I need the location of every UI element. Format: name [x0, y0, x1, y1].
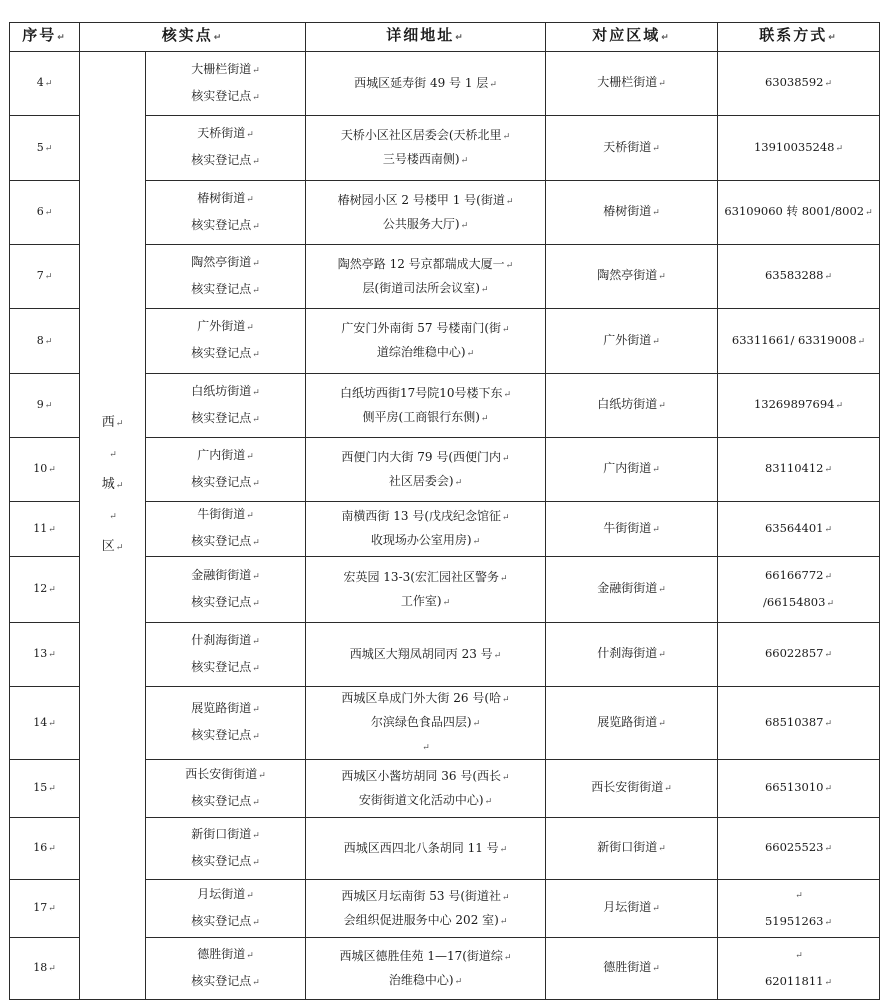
- cell-line: 白纸坊街道: [191, 383, 252, 398]
- address-cell: 西城区延寿街 49 号 1 层↵: [306, 52, 546, 116]
- header-seq: 序号↵: [10, 23, 80, 52]
- cell-line: 63038592: [764, 75, 824, 89]
- verification-point: 德胜街道↵ 核实登记点↵: [146, 938, 306, 1000]
- address-cell: 西城区西四北八条胡同 11 号↵: [306, 818, 546, 880]
- row-number: 13↵: [10, 623, 80, 687]
- cell-line: 西城区阜成门外大街 26 号(哈: [341, 691, 502, 705]
- cell-line: 天桥街道: [197, 126, 246, 140]
- verification-point: 牛街街道↵ 核实登记点↵: [146, 502, 306, 557]
- area-cell: 牛街街道↵: [546, 502, 718, 557]
- cell-line: 核实登记点: [191, 853, 252, 868]
- contact-cell: 63583288↵: [718, 245, 880, 309]
- area-cell: 广内街道↵: [546, 438, 718, 502]
- contact-cell: 68510387↵: [718, 687, 880, 760]
- address-cell: 天桥小区社区居委会(天桥北里↵ 三号楼西南侧)↵: [306, 116, 546, 181]
- table-body: [10, 52, 880, 1000]
- area-cell: 展览路街道↵: [546, 687, 718, 760]
- cell-line: 13910035248: [753, 139, 835, 154]
- verification-point: 白纸坊街道↵ 核实登记点↵: [146, 374, 306, 438]
- row-number: 14↵: [10, 687, 80, 760]
- cell-line: 德胜街道: [197, 946, 246, 961]
- cell-line: 核实登记点: [191, 410, 252, 425]
- row-number: 16↵: [10, 818, 80, 880]
- address-cell: 宏英园 13-3(宏汇园社区警务↵ 工作室)↵: [306, 557, 546, 623]
- contact-cell: 63109060 转 8001/8002↵: [718, 181, 880, 245]
- cell-line: 核实登记点: [191, 793, 252, 808]
- contact-cell: 13269897694↵: [718, 374, 880, 438]
- row-number: 5↵: [10, 116, 80, 181]
- verification-point: 西长安街街道↵ 核实登记点↵: [146, 760, 306, 818]
- address-cell: 广安门外南街 57 号楼南门(街↵ 道综治维稳中心)↵: [306, 309, 546, 374]
- cell-line: 西城区西四北八条胡同 11 号: [343, 840, 499, 855]
- cell-line: 西城区月坛南街 53 号(街道社: [341, 888, 502, 903]
- area-cell: 大栅栏街道↵: [546, 52, 718, 116]
- cell-line: 核实登记点: [191, 153, 252, 167]
- cell-line: 椿树园小区 2 号楼甲 1 号(街道: [337, 192, 505, 207]
- cell-line: 会组织促进服务中心 202 室): [343, 912, 499, 927]
- header-contact: 联系方式↵: [718, 23, 880, 52]
- cell-line: 广外街道: [197, 319, 246, 333]
- cell-line: 道综治维稳中心): [376, 345, 466, 359]
- cell-line: 83110412: [764, 461, 824, 475]
- row-number: 9↵: [10, 374, 80, 438]
- verification-point: 陶然亭街道↵ 核实登记点↵: [146, 245, 306, 309]
- area-cell: 新街口街道↵: [546, 818, 718, 880]
- address-cell: 西城区德胜佳苑 1—17(街道综↵ 治维稳中心)↵: [306, 938, 546, 1000]
- verification-point: 什刹海街道↵ 核实登记点↵: [146, 623, 306, 687]
- cell-line: 51951263: [764, 913, 824, 928]
- row-number: 7↵: [10, 245, 80, 309]
- cell-line: 63109060 转 8001/8002: [724, 204, 865, 218]
- cell-line: 核实登记点: [191, 217, 252, 232]
- verification-point: 大栅栏街道↵ 核实登记点↵: [146, 52, 306, 116]
- cell-line: 椿树街道: [197, 190, 246, 205]
- header-address: 详细地址↵: [306, 23, 546, 52]
- cell-line: 西城区德胜佳苑 1—17(街道综: [339, 948, 503, 963]
- district-cell: 西↵ ↵ 城↵ ↵ 区↵: [80, 52, 146, 1000]
- cell-line: 核实登记点: [191, 913, 252, 928]
- cell-line: 社区居委会): [388, 473, 454, 488]
- cell-line: 安街街道文化活动中心): [358, 792, 484, 807]
- cell-line: 66166772: [764, 567, 824, 582]
- cell-line: 公共服务大厅): [382, 216, 460, 231]
- row-number: 17↵: [10, 880, 80, 938]
- row-number: 15↵: [10, 760, 80, 818]
- header-row: [10, 23, 880, 52]
- contact-cell: 63311661/ 63319008↵: [718, 309, 880, 374]
- cell-line: 西城区大翔凤胡同丙 23 号: [349, 646, 493, 661]
- cell-line: 68510387: [764, 714, 824, 729]
- area-cell: 广外街道↵: [546, 309, 718, 374]
- contact-cell: 66166772↵ /66154803↵: [718, 557, 880, 623]
- verification-points-table: [9, 22, 880, 1000]
- cell-line: 核实登记点: [191, 474, 252, 489]
- cell-line: 西长安街街道: [185, 766, 258, 781]
- cell-line: 南横西街 13 号(戊戌纪念馆征: [341, 509, 502, 523]
- address-cell: 西城区小酱坊胡同 36 号(西长↵ 安街街道文化活动中心)↵: [306, 760, 546, 818]
- area-cell: 什刹海街道↵: [546, 623, 718, 687]
- cell-line: 核实登记点: [191, 534, 252, 548]
- contact-cell: 66513010↵: [718, 760, 880, 818]
- cell-line: 牛街街道: [197, 507, 246, 521]
- verification-point: 新街口街道↵ 核实登记点↵: [146, 818, 306, 880]
- address-cell: 南横西街 13 号(戊戌纪念馆征↵ 收现场办公室用房)↵: [306, 502, 546, 557]
- cell-line: 收现场办公室用房): [370, 533, 472, 547]
- cell-line: 63583288: [764, 268, 824, 282]
- cell-line: 13269897694: [753, 397, 835, 411]
- cell-line: 陶然亭街道: [191, 254, 252, 269]
- area-cell: 白纸坊街道↵: [546, 374, 718, 438]
- contact-cell: ↵ 62011811↵: [718, 938, 880, 1000]
- cell-line: 什刹海街道: [191, 632, 252, 647]
- cell-line: 66022857: [764, 646, 824, 660]
- address-cell: 西城区阜成门外大街 26 号(哈↵ 尔滨绿色食品四层)↵ ↵: [306, 687, 546, 760]
- cell-line: 核实登记点: [191, 88, 252, 103]
- cell-line: 广内街道: [197, 447, 246, 462]
- verification-point: 天桥街道↵ 核实登记点↵: [146, 116, 306, 181]
- cell-line: 展览路街道: [191, 701, 252, 715]
- cell-line: 西城区延寿街 49 号 1 层: [354, 75, 489, 90]
- cell-line: 广安门外南街 57 号楼南门(街: [341, 321, 502, 335]
- cell-line: 陶然亭路 12 号京都瑞成大厦一: [337, 256, 505, 271]
- address-cell: 椿树园小区 2 号楼甲 1 号(街道↵ 公共服务大厅)↵: [306, 181, 546, 245]
- row-number: 4↵: [10, 52, 80, 116]
- cell-line: 尔滨绿色食品四层): [370, 715, 472, 729]
- cell-line: 核实登记点: [191, 728, 252, 742]
- header-area: 对应区域↵: [546, 23, 718, 52]
- row-number: 6↵: [10, 181, 80, 245]
- header-point: 核实点↵: [80, 23, 306, 52]
- cell-line: 新街口街道: [191, 826, 252, 841]
- verification-point: 金融街街道↵ 核实登记点↵: [146, 557, 306, 623]
- address-cell: 陶然亭路 12 号京都瑞成大厦一↵ 层(街道司法所会议室)↵: [306, 245, 546, 309]
- cell-line: 宏英园 13-3(宏汇园社区警务: [343, 569, 499, 584]
- cell-line: 天桥小区社区居委会(天桥北里: [340, 128, 502, 142]
- verification-point: 椿树街道↵ 核实登记点↵: [146, 181, 306, 245]
- cell-line: 层(街道司法所会议室): [362, 280, 480, 295]
- cell-line: 金融街街道: [191, 567, 252, 582]
- cell-line: 66025523: [764, 840, 824, 854]
- address-cell: 西城区月坛南街 53 号(街道社↵ 会组织促进服务中心 202 室)↵: [306, 880, 546, 938]
- table-row: [10, 52, 880, 116]
- area-cell: 金融街街道↵: [546, 557, 718, 623]
- cell-line: 核实登记点: [191, 659, 252, 674]
- contact-cell: 63564401↵: [718, 502, 880, 557]
- area-cell: 西长安街街道↵: [546, 760, 718, 818]
- cell-line: 西城区小酱坊胡同 36 号(西长: [341, 768, 502, 783]
- cell-line: 工作室): [400, 593, 442, 608]
- contact-cell: 13910035248↵: [718, 116, 880, 181]
- cell-line: 核实登记点: [191, 346, 252, 360]
- cell-line: /66154803: [763, 594, 826, 609]
- contact-cell: 66022857↵: [718, 623, 880, 687]
- area-cell: 天桥街道↵: [546, 116, 718, 181]
- area-cell: 月坛街道↵: [546, 880, 718, 938]
- address-cell: 白纸坊西街17号院10号楼下东↵ 侧平房(工商银行东侧)↵: [306, 374, 546, 438]
- area-cell: 陶然亭街道↵: [546, 245, 718, 309]
- verification-point: 广内街道↵ 核实登记点↵: [146, 438, 306, 502]
- area-cell: 德胜街道↵: [546, 938, 718, 1000]
- row-number: 11↵: [10, 502, 80, 557]
- cell-line: 大栅栏街道: [191, 61, 252, 76]
- verification-point: 月坛街道↵ 核实登记点↵: [146, 880, 306, 938]
- cell-line: 66513010: [764, 780, 824, 794]
- area-cell: 椿树街道↵: [546, 181, 718, 245]
- cell-line: 核实登记点: [191, 281, 252, 296]
- cell-line: 西便门内大街 79 号(西便门内: [341, 449, 502, 464]
- contact-cell: 83110412↵: [718, 438, 880, 502]
- contact-cell: 66025523↵: [718, 818, 880, 880]
- cell-line: 63311661/ 63319008: [731, 332, 857, 347]
- cell-line: 侧平房(工商银行东侧): [362, 409, 480, 424]
- cell-line: 治维稳中心): [388, 972, 454, 987]
- verification-point: 展览路街道↵ 核实登记点↵: [146, 687, 306, 760]
- cell-line: 白纸坊西街17号院10号楼下东: [339, 385, 503, 400]
- address-cell: 西便门内大街 79 号(西便门内↵ 社区居委会)↵: [306, 438, 546, 502]
- contact-cell: 63038592↵: [718, 52, 880, 116]
- cell-line: 核实登记点: [191, 594, 252, 609]
- cell-line: 核实登记点: [191, 973, 252, 988]
- cell-line: 62011811: [764, 973, 824, 988]
- row-number: 10↵: [10, 438, 80, 502]
- verification-point: 广外街道↵ 核实登记点↵: [146, 309, 306, 374]
- row-number: 18↵: [10, 938, 80, 1000]
- contact-cell: ↵ 51951263↵: [718, 880, 880, 938]
- cell-line: 三号楼西南侧): [382, 152, 460, 166]
- cell-line: 63564401: [764, 520, 824, 535]
- row-number: 8↵: [10, 309, 80, 374]
- address-cell: 西城区大翔凤胡同丙 23 号↵: [306, 623, 546, 687]
- row-number: 12↵: [10, 557, 80, 623]
- cell-line: 月坛街道: [197, 886, 246, 901]
